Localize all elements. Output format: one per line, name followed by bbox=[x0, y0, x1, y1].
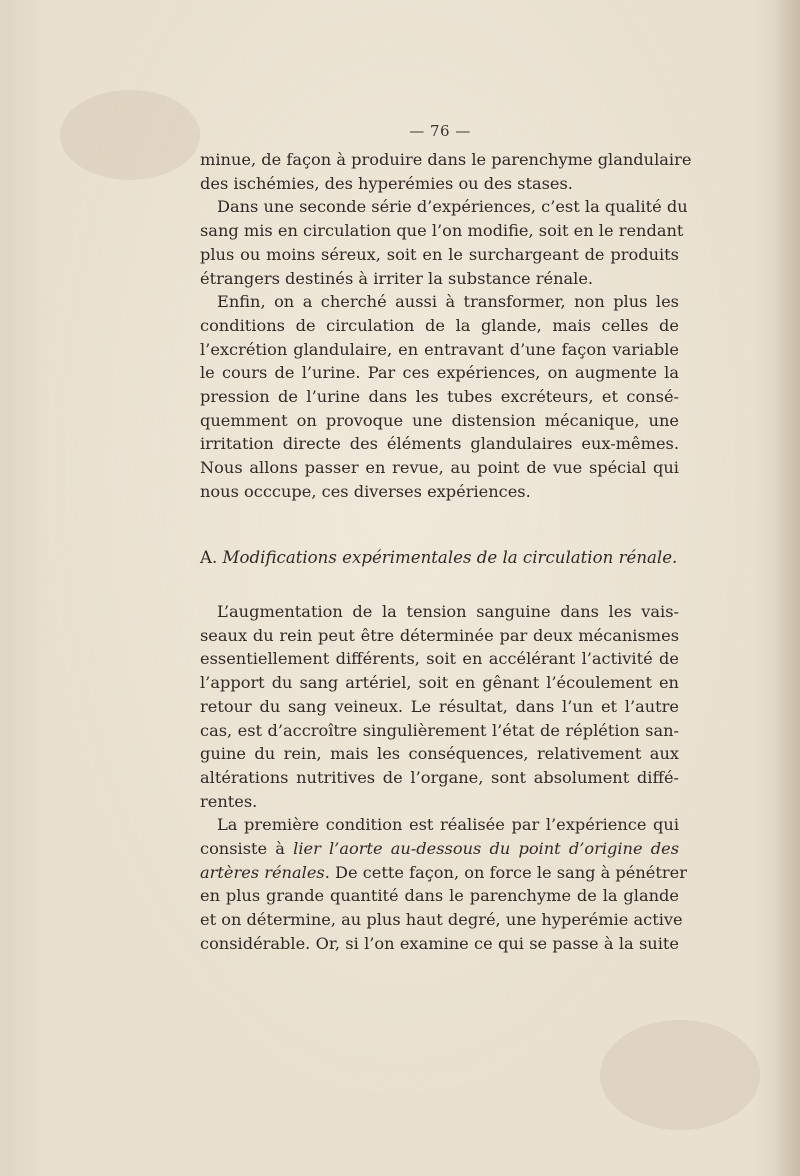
section-title: Modifications expérimentales de la circulation rénale. bbox=[222, 548, 678, 567]
text-line: l’excrétion glandulaire, en entravant d’une façon variable bbox=[200, 339, 679, 359]
section-heading bbox=[200, 548, 679, 567]
text-line: nous occcupe, ces diverses expériences. bbox=[200, 481, 531, 501]
text-line: et on détermine, au plus haut degré, une hyperémie active bbox=[200, 910, 683, 930]
text-line: retour du sang veineux. Le résultat, dans l’un et l’autre bbox=[200, 696, 679, 716]
text-line: le cours de l’urine. Par ces expériences, on augmente la bbox=[200, 363, 679, 383]
text-run-italic: lier l’aorte au-dessous du point d’origine des bbox=[293, 839, 679, 859]
text-line: L’augmentation de la tension sanguine dans les vais- bbox=[217, 602, 679, 621]
text-line: Enfin, on a cherché aussi à transformer, non plus les bbox=[217, 292, 679, 312]
text-line: quemment on provoque une distension mécanique, une bbox=[200, 410, 679, 430]
section-letter: A. bbox=[200, 548, 218, 567]
page-number: — 76 — bbox=[409, 122, 471, 140]
text-line: altérations nutritives de l’organe, sont absolument diffé- bbox=[200, 767, 679, 787]
text-run: . De cette façon, on force le sang à pénétrer bbox=[324, 862, 687, 882]
text-line: irritation directe des éléments glandulaires eux-mêmes. bbox=[200, 434, 679, 454]
text-line-mixed bbox=[200, 837, 679, 861]
text-line: pression de l’urine dans les tubes excréteurs, et consé- bbox=[200, 387, 679, 407]
text-line: rentes. bbox=[200, 791, 258, 811]
text-line: plus ou moins séreux, soit en le surchargeant de produits bbox=[200, 244, 679, 264]
text-line: La première condition est réalisée par l’expérience qui bbox=[217, 815, 679, 835]
page-edge-shadow bbox=[774, 0, 800, 1176]
text-line: l’apport du sang artériel, soit en gênant l’écoulement en bbox=[200, 673, 679, 693]
text-line: sang mis en circulation que l’on modifie, soit en le rendant bbox=[200, 221, 684, 241]
paragraph-block-body bbox=[200, 600, 687, 956]
text-line: en plus grande quantité dans le parenchyme de la glande bbox=[200, 886, 679, 906]
text-line: des ischémies, des hyperémies ou des stases. bbox=[200, 173, 573, 193]
text-line-mixed bbox=[200, 861, 687, 885]
text-run-italic: artères rénales bbox=[200, 862, 325, 882]
text-line: considérable. Or, si l’on examine ce qui se passe à la suite bbox=[200, 933, 679, 953]
text-line: guine du rein, mais les conséquences, relativement aux bbox=[200, 744, 679, 764]
text-line: seaux du rein peut être déterminée par deux mécanismes bbox=[200, 625, 679, 645]
text-line: étrangers destinés à irriter la substance rénale. bbox=[200, 268, 594, 288]
text-line: cas, est d’accroître singulièrement l’état de réplétion san- bbox=[200, 720, 679, 740]
text-line: Dans une seconde série d’expériences, c’est la qualité du bbox=[217, 197, 688, 217]
text-line: essentiellement différents, soit en accélérant l’activité de bbox=[200, 649, 679, 669]
paper-stain bbox=[600, 1020, 760, 1130]
paragraph-block-intro bbox=[200, 148, 692, 504]
text-line: minue, de façon à produire dans le parenchyme glandulaire bbox=[200, 150, 692, 169]
text-line: conditions de circulation de la glande, mais celles de bbox=[200, 315, 679, 335]
text-run: consiste à bbox=[200, 839, 294, 859]
text-line: Nous allons passer en revue, au point de vue spécial qui bbox=[200, 458, 679, 478]
